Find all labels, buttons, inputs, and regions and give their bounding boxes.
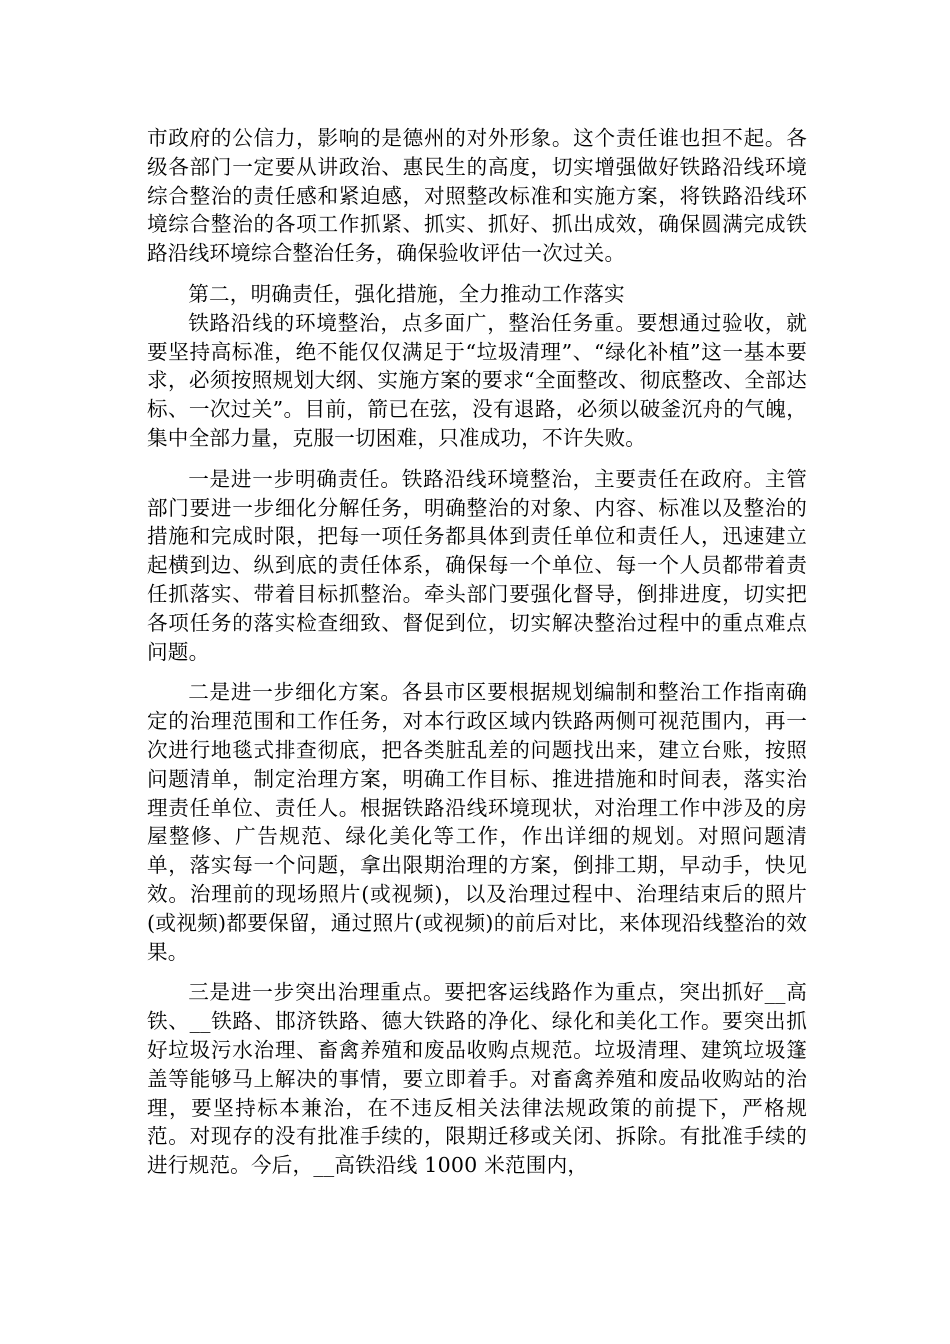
paragraph-1: 市政府的公信力，影响的是德州的对外形象。这个责任谁也担不起。各级各部门一定要从讲政治、惠民生的高度，切实增强做好铁路沿线环境综合整治的责任感和紧迫感，对照整改标准和实施方案，将铁路沿线环境综合整治的各项工作抓紧、抓实、抓好、抓出成效，确保圆满完成铁路沿线环境综合整治任务，确保验收评估一次过关。 — [147, 126, 807, 266]
paragraph-5: 三是进一步突出治理重点。要把客运线路作为重点，突出抓好__高铁、__铁路、邯济铁路、德大铁路的净化、绿化和美化工作。要突出抓好垃圾污水治理、畜禽养殖和废品收购点规范。垃圾清理、建筑垃圾篷盖等能够马上解决的事情，要立即着手。对畜禽养殖和废品收购站的治理，要坚持标本兼治，在不违反相关法律法规政策的前提下，严格规范。对现存的没有批准手续的，限期迁移或关闭、拆除。有批准手续的进行规范。今后，__高铁沿线 1000 米范围内， — [147, 980, 807, 1178]
section-heading: 第二，明确责任，强化措施，全力推动工作落实 — [188, 281, 625, 306]
document-page — [147, 124, 807, 1180]
paragraph-4: 二是进一步细化方案。各县市区要根据规划编制和整治工作指南确定的治理范围和工作任务，对本行政区域内铁路两侧可视范围内，再一次进行地毯式排查彻底，把各类脏乱差的问题找出来，建立台账，按照问题清单，制定治理方案，明确工作目标、推进措施和时间表，落实治理责任单位、责任人。根据铁路沿线环境现状，对治理工作中涉及的房屋整修、广告规范、绿化美化等工作，作出详细的规划。对照问题清单，落实每一个问题，拿出限期治理的方案，倒排工期，早动手，快见效。治理前的现场照片(或视频)，以及治理过程中、治理结束后的照片(或视频)都要保留，通过照片(或视频)的前后对比，来体现沿线整治的效果。 — [147, 680, 807, 964]
paragraph-3: 一是进一步明确责任。铁路沿线环境整治，主要责任在政府。主管部门要进一步细化分解任务，明确整治的对象、内容、标准以及整治的措施和完成时限，把每一项任务都具体到责任单位和责任人，迅速建立起横到边、纵到底的责任体系，确保每一个单位、每一个人员都带着责任抓落实、带着目标抓整治。牵头部门要强化督导，倒排进度，切实把各项任务的落实检查细致、督促到位，切实解决整治过程中的重点难点问题。 — [147, 466, 807, 664]
paragraph-2: 铁路沿线的环境整治，点多面广，整治任务重。要想通过验收，就要坚持高标准，绝不能仅仅满足于“垃圾清理”、“绿化补植”这一基本要求，必须按照规划大纲、实施方案的要求“全面整改、彻底整改、全部达标、一次过关”。目前，箭已在弦，没有退路，必须以破釜沉舟的气魄，集中全部力量，克服一切困难，只准成功，不许失败。 — [147, 310, 807, 450]
